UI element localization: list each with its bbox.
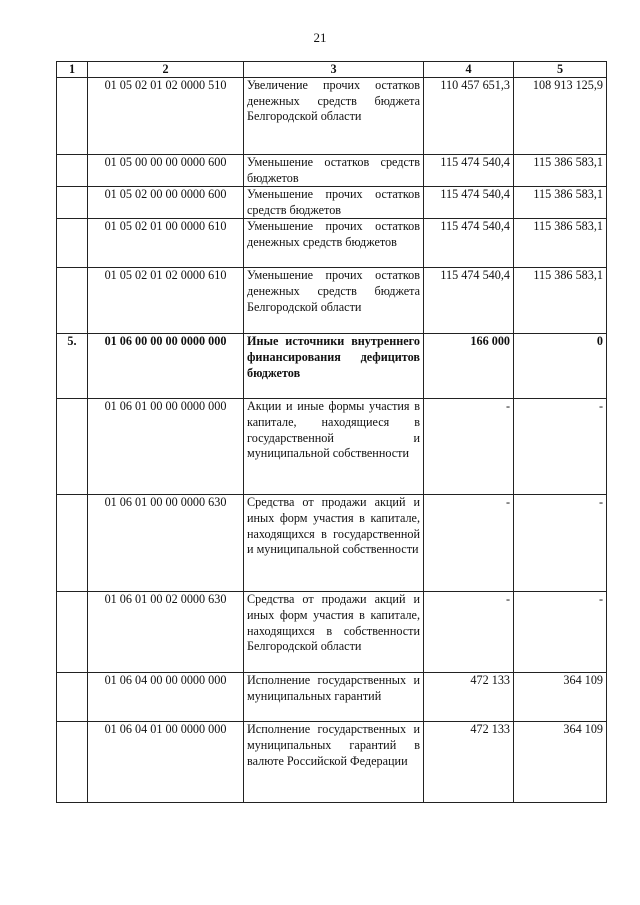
table-row (57, 673, 607, 722)
budget-code: 01 05 02 01 02 0000 610 (88, 268, 244, 334)
source-name: Уменьшение прочих остатков средств бюджетов (244, 187, 424, 219)
budget-code: 01 06 04 01 00 0000 000 (88, 722, 244, 803)
budget-code: 01 06 01 00 00 0000 630 (88, 495, 244, 592)
row-number (57, 722, 88, 803)
value-col4: 472 133 (424, 722, 514, 803)
source-name: Увеличение прочих остатков денежных средств бюджета Белгородской области (244, 78, 424, 155)
value-col4: 166 000 (424, 334, 514, 399)
table-row (57, 155, 607, 187)
source-name: Средства от продажи акций и иных форм участия в капитале, находящихся в государственной и муниципальной собственности (244, 495, 424, 592)
value-col4: 115 474 540,4 (424, 219, 514, 268)
value-col4: 472 133 (424, 673, 514, 722)
column-header-5: 5 (514, 62, 607, 78)
budget-code: 01 05 02 01 02 0000 510 (88, 78, 244, 155)
budget-code: 01 05 02 01 00 0000 610 (88, 219, 244, 268)
table-row (57, 495, 607, 592)
value-col5: - (514, 495, 607, 592)
row-number (57, 219, 88, 268)
value-col5: 115 386 583,1 (514, 155, 607, 187)
row-number (57, 592, 88, 673)
table-row (57, 78, 607, 155)
row-number (57, 187, 88, 219)
source-name: Уменьшение прочих остатков денежных средств бюджетов (244, 219, 424, 268)
budget-sources-table (56, 61, 607, 803)
value-col4: 115 474 540,4 (424, 155, 514, 187)
table-row (57, 219, 607, 268)
table-row (57, 187, 607, 219)
value-col4: 110 457 651,3 (424, 78, 514, 155)
column-header-4: 4 (424, 62, 514, 78)
value-col4: 115 474 540,4 (424, 187, 514, 219)
table-row (57, 722, 607, 803)
source-name: Уменьшение остатков средств бюджетов (244, 155, 424, 187)
column-header-2: 2 (88, 62, 244, 78)
row-number (57, 268, 88, 334)
source-name: Средства от продажи акций и иных форм участия в капитале, находящихся в собственности Белгородской области (244, 592, 424, 673)
value-col5: - (514, 399, 607, 495)
row-number (57, 155, 88, 187)
table-header-row (57, 62, 607, 78)
budget-code: 01 05 02 00 00 0000 600 (88, 187, 244, 219)
value-col4: - (424, 399, 514, 495)
row-number (57, 78, 88, 155)
source-name: Акции и иные формы участия в капитале, находящиеся в государственной и муниципальной собственности (244, 399, 424, 495)
column-header-1: 1 (57, 62, 88, 78)
source-name: Исполнение государственных и муниципальных гарантий в валюте Российской Федерации (244, 722, 424, 803)
source-name: Исполнение государственных и муниципальных гарантий (244, 673, 424, 722)
row-number: 5. (57, 334, 88, 399)
value-col4: - (424, 495, 514, 592)
value-col5: 115 386 583,1 (514, 268, 607, 334)
value-col5: 115 386 583,1 (514, 219, 607, 268)
budget-code: 01 05 00 00 00 0000 600 (88, 155, 244, 187)
budget-code: 01 06 01 00 00 0000 000 (88, 399, 244, 495)
row-number (57, 673, 88, 722)
table-row (57, 268, 607, 334)
value-col5: 0 (514, 334, 607, 399)
value-col4: - (424, 592, 514, 673)
page-number: 21 (313, 30, 327, 45)
table-row-section-5 (57, 334, 607, 399)
value-col4: 115 474 540,4 (424, 268, 514, 334)
value-col5: - (514, 592, 607, 673)
value-col5: 115 386 583,1 (514, 187, 607, 219)
row-number (57, 399, 88, 495)
source-name: Иные источники внутреннего финансирования дефицитов бюджетов (244, 334, 424, 399)
table-row (57, 592, 607, 673)
table-row (57, 399, 607, 495)
budget-code: 01 06 00 00 00 0000 000 (88, 334, 244, 399)
value-col5: 364 109 (514, 673, 607, 722)
source-name: Уменьшение прочих остатков денежных средств бюджета Белгородской области (244, 268, 424, 334)
budget-code: 01 06 01 00 02 0000 630 (88, 592, 244, 673)
column-header-3: 3 (244, 62, 424, 78)
value-col5: 364 109 (514, 722, 607, 803)
row-number (57, 495, 88, 592)
value-col5: 108 913 125,9 (514, 78, 607, 155)
budget-code: 01 06 04 00 00 0000 000 (88, 673, 244, 722)
